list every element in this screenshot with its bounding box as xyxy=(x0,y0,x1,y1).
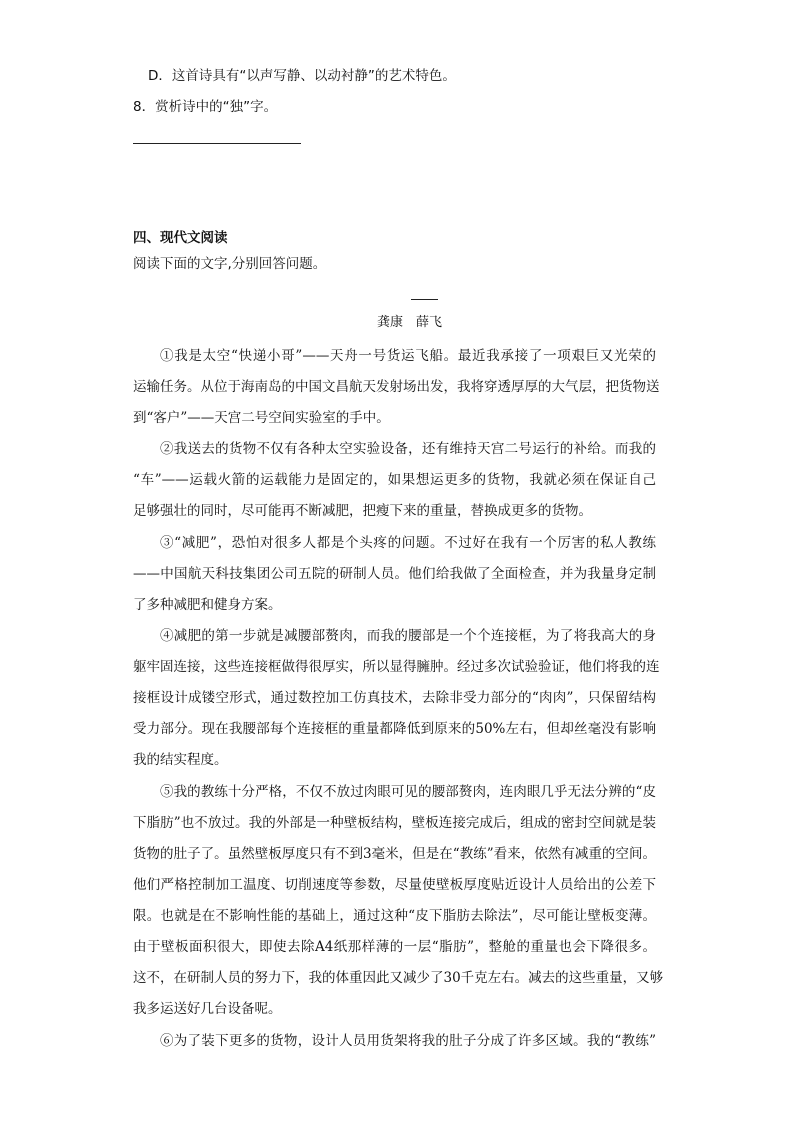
article-author: 龚康 薛飞 xyxy=(377,315,443,330)
paragraph-6 xyxy=(133,1026,656,1057)
paragraph-line: 接框设计成镂空形式，通过数控加工仿真技术，去除非受力部分的“肉肉”，只保留结构 xyxy=(133,690,656,706)
paragraph-line: 我多运送好几台设备呢。 xyxy=(133,1001,282,1017)
paragraph-2 xyxy=(133,434,656,527)
paragraph-5 xyxy=(133,777,664,1025)
paragraph-line: 由于壁板面积很大，即使去除A4纸那样薄的一层“脂肪”，整舱的重量也会下降很多。 xyxy=(133,939,656,955)
paragraph-line: 受力部分。现在我腰部每个连接框的重量都降低到原来的50%左右，但却丝毫没有影响 xyxy=(133,721,656,737)
paragraph-line: 货物的肚子了。虽然壁板厚度只有不到3毫米，但是在“教练”看来，依然有减重的空间。 xyxy=(133,846,656,862)
paragraph-line: “车”——运载火箭的运载能力是固定的，如果想运更多的货物，我就必须在保证自己 xyxy=(133,472,656,488)
paragraph-line: ⑤我的教练十分严格，不仅不放过肉眼可见的腰部赘肉，连肉眼几乎无法分辨的“皮 xyxy=(160,784,656,800)
paragraph-line: 他们严格控制加工温度、切削速度等参数，尽量使壁板厚度贴近设计人员给出的公差下 xyxy=(133,877,656,893)
paragraph-3 xyxy=(133,528,656,621)
paragraph-line: 躯牢固连接，这些连接框做得很厚实，所以显得臃肿。经过多次试验验证，他们将我的连 xyxy=(133,659,660,675)
option-d: D．这首诗具有“以声写静、以动衬静”的艺术特色。 xyxy=(148,68,456,84)
paragraph-4 xyxy=(133,621,660,776)
paragraph-line: ——中国航天科技集团公司五院的研制人员。他们给我做了全面检查，并为我量身定制 xyxy=(133,566,656,582)
paragraph-line: 足够强壮的同时，尽可能再不断减肥，把瘦下来的重量，替换成更多的货物。 xyxy=(133,503,592,519)
paragraph-line: ⑥为了装下更多的货物，设计人员用货架将我的肚子分成了许多区域。我的“教练” xyxy=(160,1033,656,1049)
paragraph-line: 限。也就是在不影响性能的基础上，通过这种“皮下脂肪去除法”，尽可能让壁板变薄。 xyxy=(133,908,656,924)
paragraph-line: ②我送去的货物不仅有各种太空实验设备，还有维持天宫二号运行的补给。而我的 xyxy=(160,441,656,457)
paragraph-line: ③“减肥”，恐怕对很多人都是个头疼的问题。不过好在我有一个厉害的私人教练 xyxy=(160,535,656,551)
paragraph-line: ④减肥的第一步就是减腰部赘肉，而我的腰部是一个个连接框，为了将我高大的身 xyxy=(160,628,656,644)
paragraph-1 xyxy=(133,341,660,434)
paragraph-line: 这不，在研制人员的努力下，我的体重因此又减少了30千克左右。减去的这些重量，又够 xyxy=(133,970,664,986)
question-8: 8．赏析诗中的“独”字。 xyxy=(133,99,278,115)
instruction: 阅读下面的文字,分别回答问题。 xyxy=(133,256,327,272)
paragraph-line: 我的结实程度。 xyxy=(133,752,228,768)
answer-blank-line[interactable] xyxy=(133,143,301,144)
article-title-blank xyxy=(411,299,438,300)
paragraph-line: 到“客户”——天宫二号空间实验室的手中。 xyxy=(133,410,390,426)
section-heading: 四、现代文阅读 xyxy=(133,230,228,246)
paragraph-line: 运输任务。从位于海南岛的中国文昌航天发射场出发，我将穿透厚厚的大气层，把货物送 xyxy=(133,379,660,395)
paragraph-line: ①我是太空“快递小哥”——天舟一号货运飞船。最近我承接了一项艰巨又光荣的 xyxy=(160,348,656,364)
paragraph-line: 了多种减肥和健身方案。 xyxy=(133,597,282,613)
paragraph-line: 下脂肪”也不放过。我的外部是一种壁板结构，壁板连接完成后，组成的密封空间就是装 xyxy=(133,815,656,831)
